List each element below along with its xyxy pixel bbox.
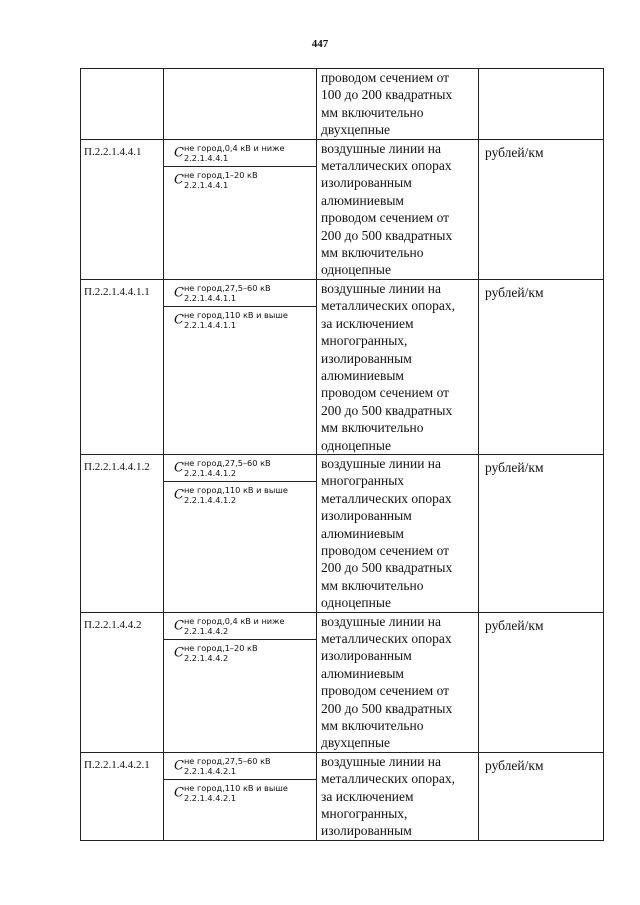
description-line: мм включительно xyxy=(321,420,424,436)
rate-symbol-superscript: не город,110 кВ и выше xyxy=(183,309,288,320)
rate-symbol-subscript: 2.2.1.4.4.1 xyxy=(183,152,229,163)
table-row xyxy=(81,752,604,840)
description-line: изолированным xyxy=(321,823,412,839)
rate-symbol xyxy=(164,166,316,193)
rate-symbol-subscript: 2.2.1.4.4.2.1 xyxy=(183,792,237,803)
table-row xyxy=(81,279,604,454)
description-line: мм включительно xyxy=(321,577,424,593)
rate-symbol-superscript: не город,0,4 кВ и ниже xyxy=(183,142,285,153)
description-line: многогранных xyxy=(321,473,405,489)
description-line: воздушные линии на xyxy=(321,753,442,769)
row-description xyxy=(317,752,479,840)
rate-symbol-scripts xyxy=(184,458,271,478)
page-number: 447 xyxy=(311,38,329,50)
description-line: мм включительно xyxy=(321,104,424,120)
rate-symbol-scripts xyxy=(184,643,258,663)
rate-symbol xyxy=(164,481,316,508)
description-line: воздушные линии на xyxy=(321,280,442,296)
rate-symbol xyxy=(164,140,316,166)
rate-symbol-scripts xyxy=(184,756,271,776)
rate-symbol-letter: C xyxy=(174,785,184,801)
rate-symbol-superscript: не город,27,5–60 кВ xyxy=(183,755,271,766)
rate-symbols-cell xyxy=(164,69,317,140)
rate-symbols-cell xyxy=(164,752,317,840)
row-code: П.2.2.1.4.4.2.1 xyxy=(81,752,164,840)
row-code: П.2.2.1.4.4.2 xyxy=(81,612,164,752)
rate-symbol-letter: C xyxy=(174,618,184,634)
description-line: металлических опорах xyxy=(321,158,452,174)
table-row xyxy=(81,612,604,752)
rate-symbol-subscript: 2.2.1.4.4.1.1 xyxy=(183,292,237,303)
rate-symbols-cell xyxy=(164,139,317,279)
rate-symbol-scripts xyxy=(184,283,271,303)
description-line: металлических опорах xyxy=(321,490,452,506)
description-line: алюминиевым xyxy=(321,665,404,681)
description-line: алюминиевым xyxy=(321,367,404,383)
rate-symbol-scripts xyxy=(184,170,258,190)
row-unit xyxy=(479,69,604,140)
description-line: за исключением xyxy=(321,788,414,804)
row-code: П.2.2.1.4.4.1.2 xyxy=(81,454,164,612)
description-line: двухцепные xyxy=(321,735,391,751)
row-description xyxy=(317,612,479,752)
rate-symbol-superscript: не город,110 кВ и выше xyxy=(183,782,288,793)
description-line: металлических опорах xyxy=(321,631,452,646)
row-unit: рублей/км xyxy=(479,612,604,752)
description-line: алюминиевым xyxy=(321,192,404,208)
description-line: изолированным xyxy=(321,350,412,366)
rate-symbol-subscript: 2.2.1.4.4.1.1 xyxy=(183,319,237,330)
rate-symbol-scripts xyxy=(184,783,288,803)
row-unit: рублей/км xyxy=(479,279,604,454)
description-line: проводом сечением от xyxy=(321,70,450,85)
row-code: П.2.2.1.4.4.1 xyxy=(81,139,164,279)
rate-symbol xyxy=(164,639,316,666)
table-row xyxy=(81,139,604,279)
description-line: 200 до 500 квадратных xyxy=(321,700,453,716)
rate-symbol-letter: C xyxy=(174,145,184,161)
description-line: изолированным xyxy=(321,175,412,191)
rate-symbol-subscript: 2.2.1.4.4.1 xyxy=(183,179,229,190)
rate-symbol xyxy=(164,613,316,639)
description-line: одноцепные xyxy=(321,437,391,453)
description-line: воздушные линии на xyxy=(321,613,442,629)
rate-symbol-superscript: не город,1–20 кВ xyxy=(183,169,258,180)
rate-symbols-cell xyxy=(164,454,317,612)
table-row xyxy=(81,454,604,612)
description-line: проводом сечением от xyxy=(321,683,450,699)
rates-table xyxy=(80,68,604,841)
rate-symbol xyxy=(164,280,316,306)
description-line: воздушные линии на xyxy=(321,140,442,156)
description-line: 200 до 500 квадратных xyxy=(321,402,453,418)
row-description xyxy=(317,139,479,279)
row-unit: рублей/км xyxy=(479,752,604,840)
description-line: проводом сечением от xyxy=(321,385,450,401)
rate-symbol-superscript: не город,27,5–60 кВ xyxy=(183,282,271,293)
description-line: алюминиевым xyxy=(321,525,404,541)
row-description xyxy=(317,279,479,454)
description-line: проводом сечением от xyxy=(321,542,450,558)
row-unit: рублей/км xyxy=(479,454,604,612)
rate-symbol-letter: C xyxy=(174,460,184,476)
rate-symbol-subscript: 2.2.1.4.4.2 xyxy=(183,625,229,636)
description-line: мм включительно xyxy=(321,245,424,261)
description-line: воздушные линии на xyxy=(321,455,442,471)
row-code xyxy=(81,69,164,140)
rate-symbols-cell xyxy=(164,279,317,454)
rate-symbol-superscript: не город,27,5–60 кВ xyxy=(183,457,271,468)
rate-symbol xyxy=(164,779,316,806)
description-line: многогранных, xyxy=(321,333,408,349)
rate-symbol-letter: C xyxy=(174,487,184,503)
description-line: 200 до 500 квадратных xyxy=(321,560,453,576)
rate-symbol-superscript: не город,1–20 кВ xyxy=(183,642,258,653)
description-line: 200 до 500 квадратных xyxy=(321,227,453,243)
rate-symbol-subscript: 2.2.1.4.4.2.1 xyxy=(183,765,237,776)
rate-symbol-letter: C xyxy=(174,172,184,188)
description-line: одноцепные xyxy=(321,262,391,278)
rate-symbol-scripts xyxy=(184,143,285,163)
rate-symbol xyxy=(164,306,316,333)
description-line: проводом сечением от xyxy=(321,210,450,226)
rate-symbol-superscript: не город,110 кВ и выше xyxy=(183,484,288,495)
rate-symbol-letter: C xyxy=(174,758,184,774)
row-description xyxy=(317,69,479,140)
rate-symbol-scripts xyxy=(184,310,288,330)
rate-symbol-scripts xyxy=(184,485,288,505)
description-line: металлических опорах, xyxy=(321,298,456,314)
row-description xyxy=(317,454,479,612)
description-line: металлических опорах, xyxy=(321,771,456,787)
rate-symbol-subscript: 2.2.1.4.4.1.2 xyxy=(183,494,237,505)
rate-symbol-subscript: 2.2.1.4.4.2 xyxy=(183,652,229,663)
rate-symbol-letter: C xyxy=(174,645,184,661)
rate-symbol xyxy=(164,753,316,779)
rate-symbols-cell xyxy=(164,612,317,752)
rate-symbol-subscript: 2.2.1.4.4.1.2 xyxy=(183,467,237,478)
row-code: П.2.2.1.4.4.1.1 xyxy=(81,279,164,454)
rates-table-body xyxy=(81,69,604,841)
description-line: многогранных, xyxy=(321,806,408,822)
row-unit: рублей/км xyxy=(479,139,604,279)
rate-symbol-letter: C xyxy=(174,285,184,301)
description-line: изолированным xyxy=(321,648,412,664)
description-line: за исключением xyxy=(321,315,414,331)
rate-symbol-superscript: не город,0,4 кВ и ниже xyxy=(183,615,285,626)
description-line: изолированным xyxy=(321,508,412,524)
description-line: одноцепные xyxy=(321,595,391,611)
description-line: 100 до 200 квадратных xyxy=(321,87,453,103)
table-row xyxy=(81,69,604,140)
rate-symbol-scripts xyxy=(184,616,285,636)
description-line: мм включительно xyxy=(321,718,424,734)
description-line: двухцепные xyxy=(321,122,391,138)
rate-symbol-letter: C xyxy=(174,312,184,328)
rate-symbol xyxy=(164,455,316,481)
